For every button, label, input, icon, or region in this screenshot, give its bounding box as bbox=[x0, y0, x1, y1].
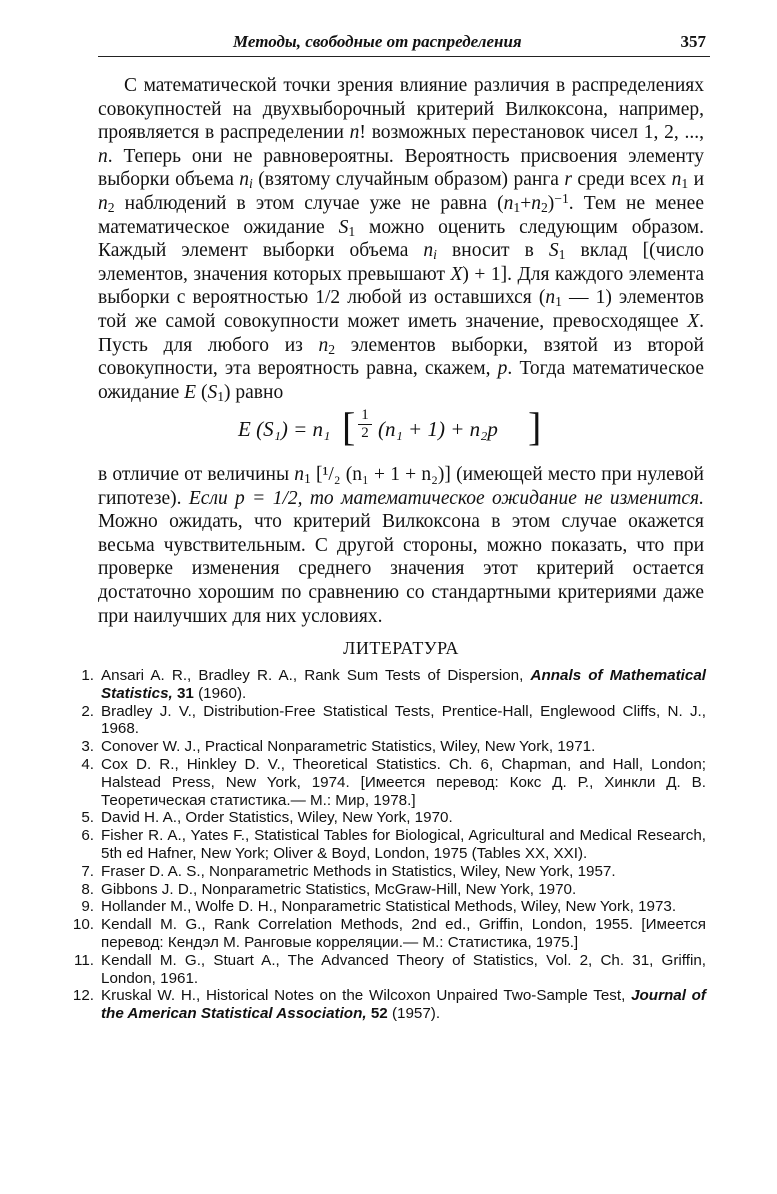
references-heading: ЛИТЕРАТУРА bbox=[343, 638, 459, 658]
reference-item: 12. Kruskal W. H., Historical Notes on the Wilcoxon Unpaired Two-Sample Test, Journal of the American Statistical Association, 52 (1957). bbox=[72, 987, 706, 1023]
reference-item: 8. Gibbons J. D., Nonparametric Statistics, McGraw-Hill, New York, 1970. bbox=[81, 880, 577, 898]
reference-item: 7. Fraser D. A. S., Nonparametric Methods in Statistics, Wiley, New York, 1957. bbox=[81, 862, 616, 880]
reference-item: 1. Ansari A. R., Bradley R. A., Rank Sum Tests of Dispersion, Annals of Mathematical Statistics, 31 (1960). bbox=[81, 667, 706, 702]
formula-left-bracket: [ bbox=[342, 404, 356, 449]
running-header bbox=[98, 30, 710, 57]
reference-item: 6. Fisher R. A., Yates F., Statistical Tables for Biological, Agricultural and Medical Research, 5th ed Hafner, New York; Oliver & Boyd, London, 1975 (Tables XX, XXI). bbox=[81, 827, 706, 862]
formula-right-bracket: ] bbox=[528, 404, 542, 449]
reference-item: 2. Bradley J. V., Distribution-Free Statistical Tests, Prentice-Hall, Englewood Cliffs, N. J., 1968. bbox=[81, 702, 706, 738]
reference-item: 9. Hollander M., Wolfe D. H., Nonparametric Statistical Methods, Wiley, New York, 1973. bbox=[81, 898, 677, 916]
paragraph-1: С математической точки зрения влияние различия в распределениях совокупностей на двухвыборочный критерий Вилкоксона, например, проявляется в распределении n! возможных перестановок чисел 1, 2, ..., n. Теперь они не равновероятны. Вероятность присвоения элементу выборки объема $n_i$ (взятому случайным образом) ранга r среди всех $n_1$ и $n_2$ наблюдений в этом случае уже не равна $(n_1+n_2)^{-1}$. Тем не менее математическое ожидание $S_1$ можно оценить следующим образом. Каждый элемент выборки объема $n_i$ вносит в $S_1$ вклад [(число элементов, значения которых превышают X) + 1]. Для каждого элемента выборки с вероятностью 1/2 любой из оставшихся ($n_1$ — 1) элементов той же самой совокупности может иметь значение, превосходящее X. Пусть для любого из $n_2$ элементов выборки, взятой из второй совокупности, эта вероятность равна, скажем, p. Тогда математическое ожидание E $(S_1)$ равно bbox=[98, 75, 705, 404]
formula-lhs: E (S₁) = n₁ bbox=[238, 417, 331, 441]
reference-item: 11. Kendall M. G., Stuart A., The Advanced Theory of Statistics, Vol. 2, Ch. 31, Griffin, London, 1961. bbox=[74, 951, 706, 987]
emphasis-text: Если p = 1/2, то математическое ожидание не изменится. bbox=[188, 487, 704, 509]
running-title: Методы, свободные от распределения bbox=[233, 32, 522, 51]
expectation-formula bbox=[238, 405, 558, 455]
formula-fraction: $\frac{1}{2}$ bbox=[358, 407, 372, 442]
page-number: 357 bbox=[680, 32, 706, 51]
reference-item: 10. Kendall M. G., Rank Correlation Methods, 2nd ed., Griffin, London, 1955. [Имеется перевод: Кендэл М. Ранговые корреляции.— М.: Статистика, 1975.] bbox=[72, 916, 706, 951]
reference-item: 4. Cox D. R., Hinkley D. V., Theoretical Statistics. Ch. 6, Chapman, and Hall, London; Halstead Press, New York, 1974. [Имеется перевод: Кокс Д. Р., Хинкли Д. В. Теоретическая статистика.— М.: Мир, 1978.] bbox=[81, 755, 706, 809]
paragraph-2: в отличие от величины $n_1$ [¹/₂ (n₁ + 1 + n₂)] (имеющей место при нулевой гипотезе). Если p = 1/2, то математическое ожидание не изменится. Можно ожидать, что критерий Вилкоксона в этом случае окажется весьма чувствительным. С другой стороны, можно показать, что при проверке изменения среднего значения этот критерий остается достаточно хорошим по сравнению со стандартными критериями даже при наилучших для них условиях. bbox=[98, 464, 704, 627]
formula-inner: (n₁ + 1) + n₂p bbox=[378, 417, 498, 441]
reference-item: 5. David H. A., Order Statistics, Wiley, New York, 1970. bbox=[81, 809, 453, 827]
references-list bbox=[70, 667, 706, 1023]
reference-item: 3. Conover W. J., Practical Nonparametric Statistics, Wiley, New York, 1971. bbox=[81, 738, 596, 756]
